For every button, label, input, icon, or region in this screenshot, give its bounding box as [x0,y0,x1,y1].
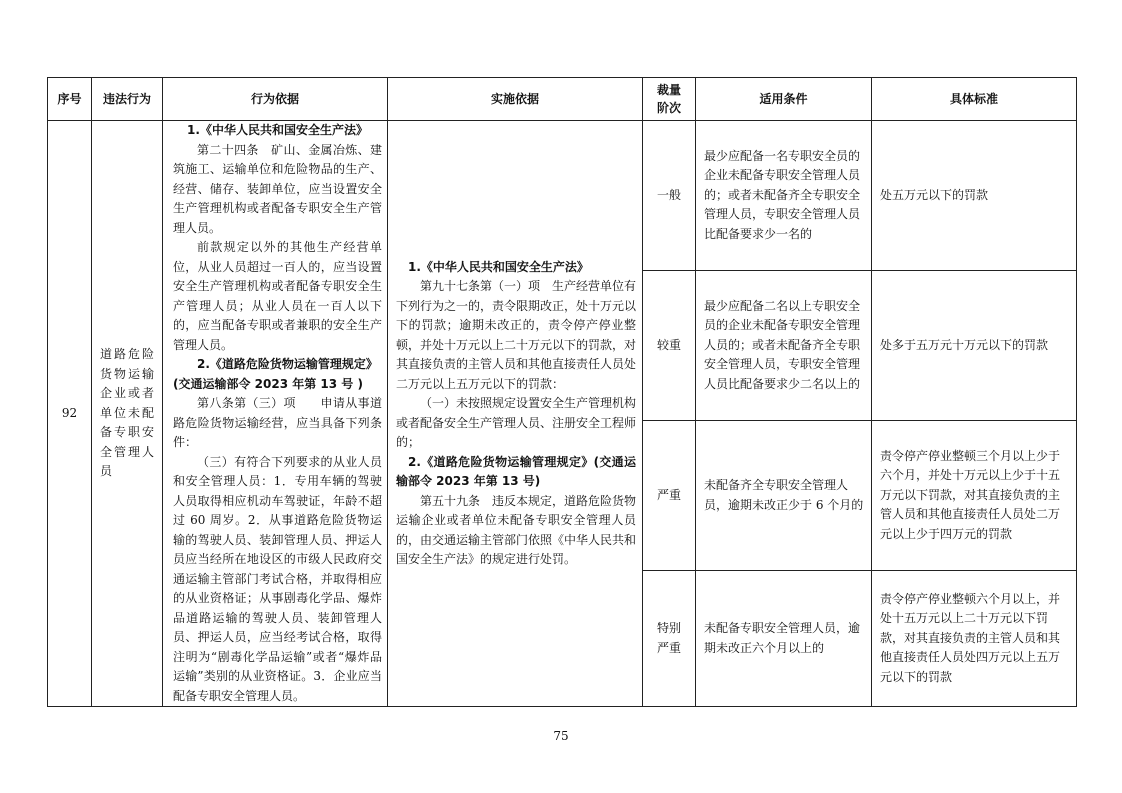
header-level [643,78,696,121]
level-cell: 较重 [643,271,696,421]
standard-cell: 责令停产停业整顿六个月以上，并处十五万元以上二十万元以下罚款，对其直接负责的主管人员和其他直接责任人员处四万元以上五万元以下的罚款 [872,571,1077,707]
header-level-line2: 阶次 [656,101,681,115]
implementation-law-title: 1.《中华人民共和国安全生产法》 [408,259,589,274]
header-seq: 序号 [48,78,92,121]
implementation-paragraph: 第五十九条 违反本规定，道路危险货物运输企业或者单位未配备专职安全管理人员的，由交通运输主管部门依照《中华人民共和国安全生产法》的规定进行处罚。 [396,493,637,566]
condition-cell: 最少应配备一名专职安全员的企业未配备专职安全管理人员的；或者未配备齐全专职安全管理人员，专职安全管理人员比配备要求少一名的 [696,121,872,271]
header-implementation: 实施依据 [388,78,643,121]
row-seq: 92 [48,121,92,707]
page-number: 75 [553,729,569,743]
standard-cell: 责令停产停业整顿三个月以上少于六个月，并处十万元以上少于十五万元以下罚款，对其直接负责的主管人员和其他直接责任人员处二万元以上少于四万元的罚款 [872,421,1077,571]
level-cell-special [643,571,696,707]
implementation-paragraph: （一）未按照规定设置安全生产管理机构或者配备安全生产管理人员、注册安全工程师的； [396,396,637,449]
header-standards: 具体标准 [872,78,1077,121]
basis-paragraph: 第八条第（三）项 申请从事道路危险货物运输经营，应当具备下列条件： [173,396,382,449]
penalty-table [47,77,1077,707]
basis-paragraph: （三）有符合下列要求的从业人员和安全管理人员：1．专用车辆的驾驶人员取得相应机动车驾驶证，年龄不超过 60 周岁。2．从事道路危险货物运输的驾驶人员、装卸管理人员、押运人员应当经所在地设区的市级人民政府交通运输主管部门考试合格，并取得相应的从业资格证；从事剧毒化学品、爆炸品道路运输的驾驶人员、装卸管理人员、押运人员，应当经考试合格，取得注明为“剧毒化学品运输”或者“爆炸品运输”类别的从业资格证。3．企业应当配备专职安全管理人员。 [173,454,382,703]
basis-law-title: 1.《中华人民共和国安全生产法》 [187,123,368,137]
condition-cell: 未配备专职安全管理人员，逾期未改正六个月以上的 [696,571,872,707]
basis-paragraph: 前款规定以外的其他生产经营单位，从业人员超过一百人的，应当设置安全生产管理机构或者配备专职安全生产管理人员；从业人员在一百人以下的，应当配备专职或者兼职的安全生产管理人员。 [173,240,382,352]
condition-cell: 最少应配备二名以上专职安全员的企业未配备专职安全管理人员的；或者未配备齐全专职安全管理人员，专职安全管理人员比配备要求少二名以上的 [696,271,872,421]
table-header-row [48,78,1077,121]
table-row [48,121,1077,271]
level-special-line2: 严重 [656,640,681,655]
implementation-regulation-title: 2.《道路危险货物运输管理规定》(交通运输部令 2023 年第 13 号) [396,454,636,488]
implementation-paragraph: 第九十七条第（一）项 生产经营单位有下列行为之一的，责令限期改正，处十万元以下的罚款；逾期未改正的，责令停产停业整顿，并处十万元以上二十万元以下的罚款，对其直接负责的主管人员和其他直接责任人员处二万元以上五万元以下的罚款： [396,279,637,391]
header-level-line1: 裁量 [656,83,681,97]
level-special-line1: 特别 [656,621,681,636]
level-cell: 一般 [643,121,696,271]
row-basis [163,121,388,707]
condition-cell: 未配备齐全专职安全管理人员，逾期未改正少于 6 个月的 [696,421,872,571]
row-violation: 道路危险货物运输企业或者单位未配备专职安全管理人员 [92,121,163,707]
basis-paragraph: 第二十四条 矿山、金属冶炼、建筑施工、运输单位和危险物品的生产、经营、储存、装卸单位，应当设置安全生产管理机构或者配备专职安全生产管理人员。 [173,142,382,235]
header-conditions: 适用条件 [696,78,872,121]
standard-cell: 处多于五万元十万元以下的罚款 [872,271,1077,421]
basis-regulation-title: 2.《道路危险货物运输管理规定》(交通运输部令 2023 年第 13 号 ) [173,357,378,391]
level-cell: 严重 [643,421,696,571]
header-basis: 行为依据 [163,78,388,121]
standard-cell: 处五万元以下的罚款 [872,121,1077,271]
row-implementation [388,121,643,707]
header-violation: 违法行为 [92,78,163,121]
